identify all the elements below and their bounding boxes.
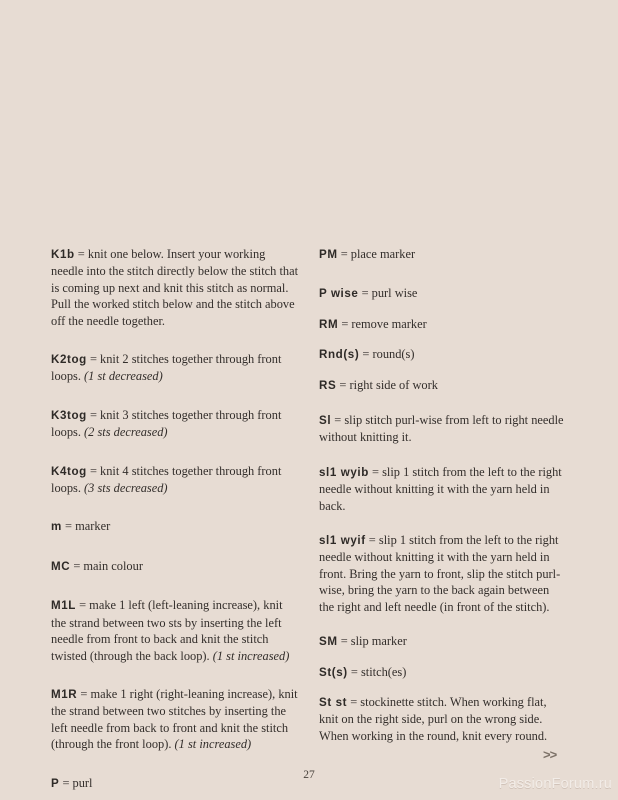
glossary-entry [51,558,299,575]
glossary-definition: = remove marker [338,316,427,331]
glossary-definition: = main colour [70,558,143,573]
next-page-marker[interactable]: >> [543,747,557,762]
glossary-entry [319,464,567,514]
glossary-definition: = marker [61,519,111,534]
glossary-term: K4tog [51,464,87,478]
glossary-term: m [51,520,62,534]
glossary-term: P wise [319,287,359,301]
glossary-entry [319,412,567,446]
glossary-entry [319,664,567,681]
glossary-column-left [51,246,299,792]
glossary-term: PM [319,248,338,261]
glossary-entry [51,686,299,753]
glossary-term: M1L [51,599,76,613]
glossary-definition: = place marker [337,247,416,261]
glossary-definition: = stitch(es) [347,664,407,679]
glossary-entry [319,532,567,615]
glossary-definition: = knit 3 stitches together through front loops. [51,407,282,440]
glossary-definition: = stockinette stitch. When working flat, knit on the right side, purl on the wrong side. When working in the round, knit every round. [319,694,548,743]
glossary-note: (2 sts decreased) [84,425,168,440]
glossary-definition: = make 1 right (right-leaning increase), knit the strand between two stitches by inserting the left needle from back to front and knit the stitch (through the front loop). [51,686,298,752]
glossary-term: SM [319,635,338,649]
glossary-definition: = slip 1 stitch from the left to the right needle without knitting it with the yarn held in front. Bring the yarn to front, slip the stitch purl-wise, bring the yarn to the back again between the right and left needle (in front of the stitch). [319,533,561,614]
glossary-term: K3tog [51,408,87,422]
glossary-entry [51,518,299,535]
glossary-term: St(s) [319,665,348,679]
glossary-entry [51,597,299,664]
glossary-note: (1 st decreased) [84,369,163,384]
glossary-definition: = knit one below. Insert your working needle into the stitch directly below the stitch that is coming up next and knit this stitch as normal. Pull the worked stitch below and the stitch above off the needle together. [51,247,299,328]
glossary-entry [319,316,567,333]
glossary-definition: = knit 2 stitches together through front loops. [51,352,282,384]
watermark: PassionForum.ru [498,776,612,792]
glossary-definition: = purl wise [358,286,418,301]
glossary-note: (3 sts decreased) [84,481,168,496]
glossary-definition: = make 1 left (left-leaning increase), knit the strand between two sts by inserting the left needle from front to back and knit the stitch twisted (through the back loop). [51,598,283,663]
glossary-entry [51,463,299,497]
page-number: 27 [303,769,315,781]
glossary-definition: = slip 1 stitch from the left to the right needle without knitting it with the yarn held in back. [319,464,562,513]
glossary-term: RM [319,317,339,331]
glossary-term: sl1 wyif [319,534,366,548]
glossary-note: (1 st increased) [212,648,290,663]
glossary-definition: = slip marker [337,634,407,649]
glossary-term: MC [51,559,71,573]
glossary-entry [51,351,299,385]
glossary-entry [319,377,567,394]
glossary-entry [319,285,567,302]
glossary-entry [319,246,567,263]
glossary-term: Sl [319,414,332,428]
glossary-term: sl1 wyib [319,465,369,479]
glossary-term: RS [319,378,337,392]
glossary-entry [319,694,567,744]
glossary-term: K1b [51,248,75,261]
glossary-entry [319,633,567,650]
glossary-term: P [51,776,60,790]
glossary-column-right [319,246,567,744]
glossary-entry [51,246,299,329]
glossary-definition: = right side of work [336,377,438,392]
glossary-term: St st [319,695,348,709]
glossary-definition: = round(s) [359,347,415,362]
glossary-entry [319,346,567,363]
glossary-term: K2tog [51,353,87,367]
glossary-entry [51,407,299,441]
glossary-definition: = knit 4 stitches together through front loops. [51,463,282,496]
glossary-term: Rnd(s) [319,348,360,362]
glossary-definition: = slip stitch purl-wise from left to right needle without knitting it. [319,413,564,445]
glossary-term: M1R [51,687,78,701]
glossary-note: (1 st increased) [174,737,252,752]
glossary-definition: = purl [59,775,93,790]
